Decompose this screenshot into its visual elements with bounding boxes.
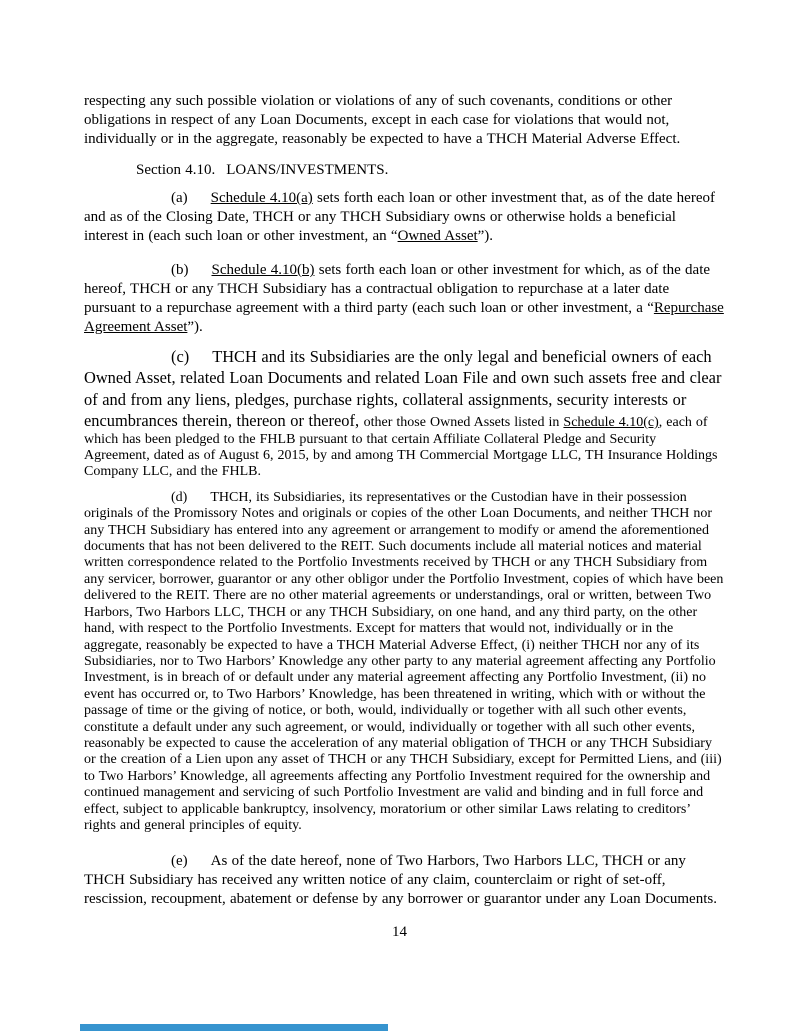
text-run: (e)	[171, 853, 188, 870]
text-run: ”).	[477, 228, 494, 244]
text-run: THCH and its Subsidiaries are the only legal and beneficial owners of each Owned Asset, related Loan Documents and related Loan File and own such assets free and clear of and from any liens, pledges, purchase rights, collateral assignments, security interests or encumbrances therein, thereon or thereof,	[84, 347, 722, 431]
schedule-4-10-a-term: Schedule 4.10(a)	[210, 190, 313, 206]
text-run: LOANS/INVESTMENTS.	[226, 162, 389, 178]
text-run: (c)	[171, 347, 190, 366]
schedule-4-10-c-term: Schedule 4.10(c)	[563, 415, 659, 431]
text-run: , each of which has been pledged to the FHLB pursuant to that certain Affiliate Collateral Pledge and Security Agreement, dated as of August 6, 2015, by and among TH Commercial Mortgage LLC, TH Insurance Holdings Company LLC, and the FHLB.	[84, 415, 718, 480]
paragraph-c	[84, 346, 724, 481]
text-run: other those Owned Assets listed in	[363, 415, 564, 431]
paragraph-e	[84, 852, 724, 909]
repurchase-agreement-asset-term: Repurchase Agreement Asset	[84, 300, 724, 335]
text-run: (a)	[171, 190, 188, 206]
paragraph-continuation	[84, 92, 724, 149]
owned-asset-term: Owned Asset	[397, 228, 478, 244]
paragraph-d	[84, 490, 724, 835]
text-run: (d)	[171, 489, 188, 505]
text-run: sets forth each loan or other investment that, as of the date hereof and as of the Closing Date, THCH or any THCH Subsidiary owns or otherwise holds a beneficial interest in (each such loan or other investment, an “	[84, 190, 715, 244]
text-run: Section 4.10.	[136, 162, 216, 178]
text-run: respecting any such possible violation or violations of any of such covenants, conditions or other obligations in respect of any Loan Documents, except in each case for violations that would not, individually or in the aggregate, reasonably be expected to have a THCH Material Adverse Effect.	[84, 93, 681, 147]
text-run: ”).	[187, 319, 203, 335]
section-4-10-heading	[84, 161, 724, 180]
page-number: 14	[392, 924, 407, 941]
paragraph-a	[84, 189, 724, 246]
schedule-4-10-b-term: Schedule 4.10(b)	[211, 262, 315, 278]
text-run: THCH, its Subsidiaries, its representatives or the Custodian have in their possession originals of the Promissory Notes and originals or copies of the other Loan Documents, and neither THCH nor any THCH Subsidiary has entered into any agreement or arrangement to modify or amend the aforementioned documents that has not been delivered to the REIT. Such documents include all material notices and material written correspondence related to the Portfolio Investments received by THCH or any THCH Subsidiary from any servicer, borrower, guarantor or any other obligor under the Portfolio Investment, copies of which have been delivered to the REIT. There are no other material agreements or understandings, oral or written, between Two Harbors, Two Harbors LLC, THCH or any THCH Subsidiary, on one hand, and any third party, on the other hand, with respect to the Portfolio Investments. Except for matters that would not, individually or in the aggregate, reasonably be expected to have a THCH Material Adverse Effect, (i) neither THCH nor any of its Subsidiaries, nor to Two Harbors’ Knowledge any other party to any material agreement affecting any Portfolio Investment, is in breach of or default under any material agreement affecting any Portfolio Investment, (ii) no event has occurred or, to Two Harbors’ Knowledge, has been threatened in writing, which with or without the passage of time or the giving of notice, or both, would, individually or together with all such other events, constitute a default under any such agreement, or would, individually or together with all such other events, reasonably be expected to cause the acceleration of any material obligation of THCH or any THCH Subsidiary or the creation of a Lien upon any asset of THCH or any THCH Subsidiary, except for Permitted Liens, and (iii) to Two Harbors’ Knowledge, all agreements affecting any Portfolio Investment required for the ownership and continued management and servicing of such Portfolio Investment are valid and binding and in full force and effect, subject to applicable bankruptcy, insolvency, moratorium or other similar Laws relating to creditors’ rights and general principles of equity.	[84, 489, 724, 833]
text-run: sets forth each loan or other investment for which, as of the date hereof, THCH or any THCH Subsidiary has a contractual obligation to repurchase at a later date pursuant to a repurchase agreement with a third party (each such loan or other investment, a “	[84, 262, 711, 316]
bottom-progress-bar	[80, 1024, 388, 1031]
text-run: As of the date hereof, none of Two Harbors, Two Harbors LLC, THCH or any THCH Subsidiary has received any written notice of any claim, counterclaim or right of set-off, rescission, recoupment, abatement or defense by any borrower or guarantor under any Loan Documents.	[84, 853, 717, 908]
paragraph-b	[84, 261, 724, 337]
text-run: (b)	[171, 262, 189, 278]
